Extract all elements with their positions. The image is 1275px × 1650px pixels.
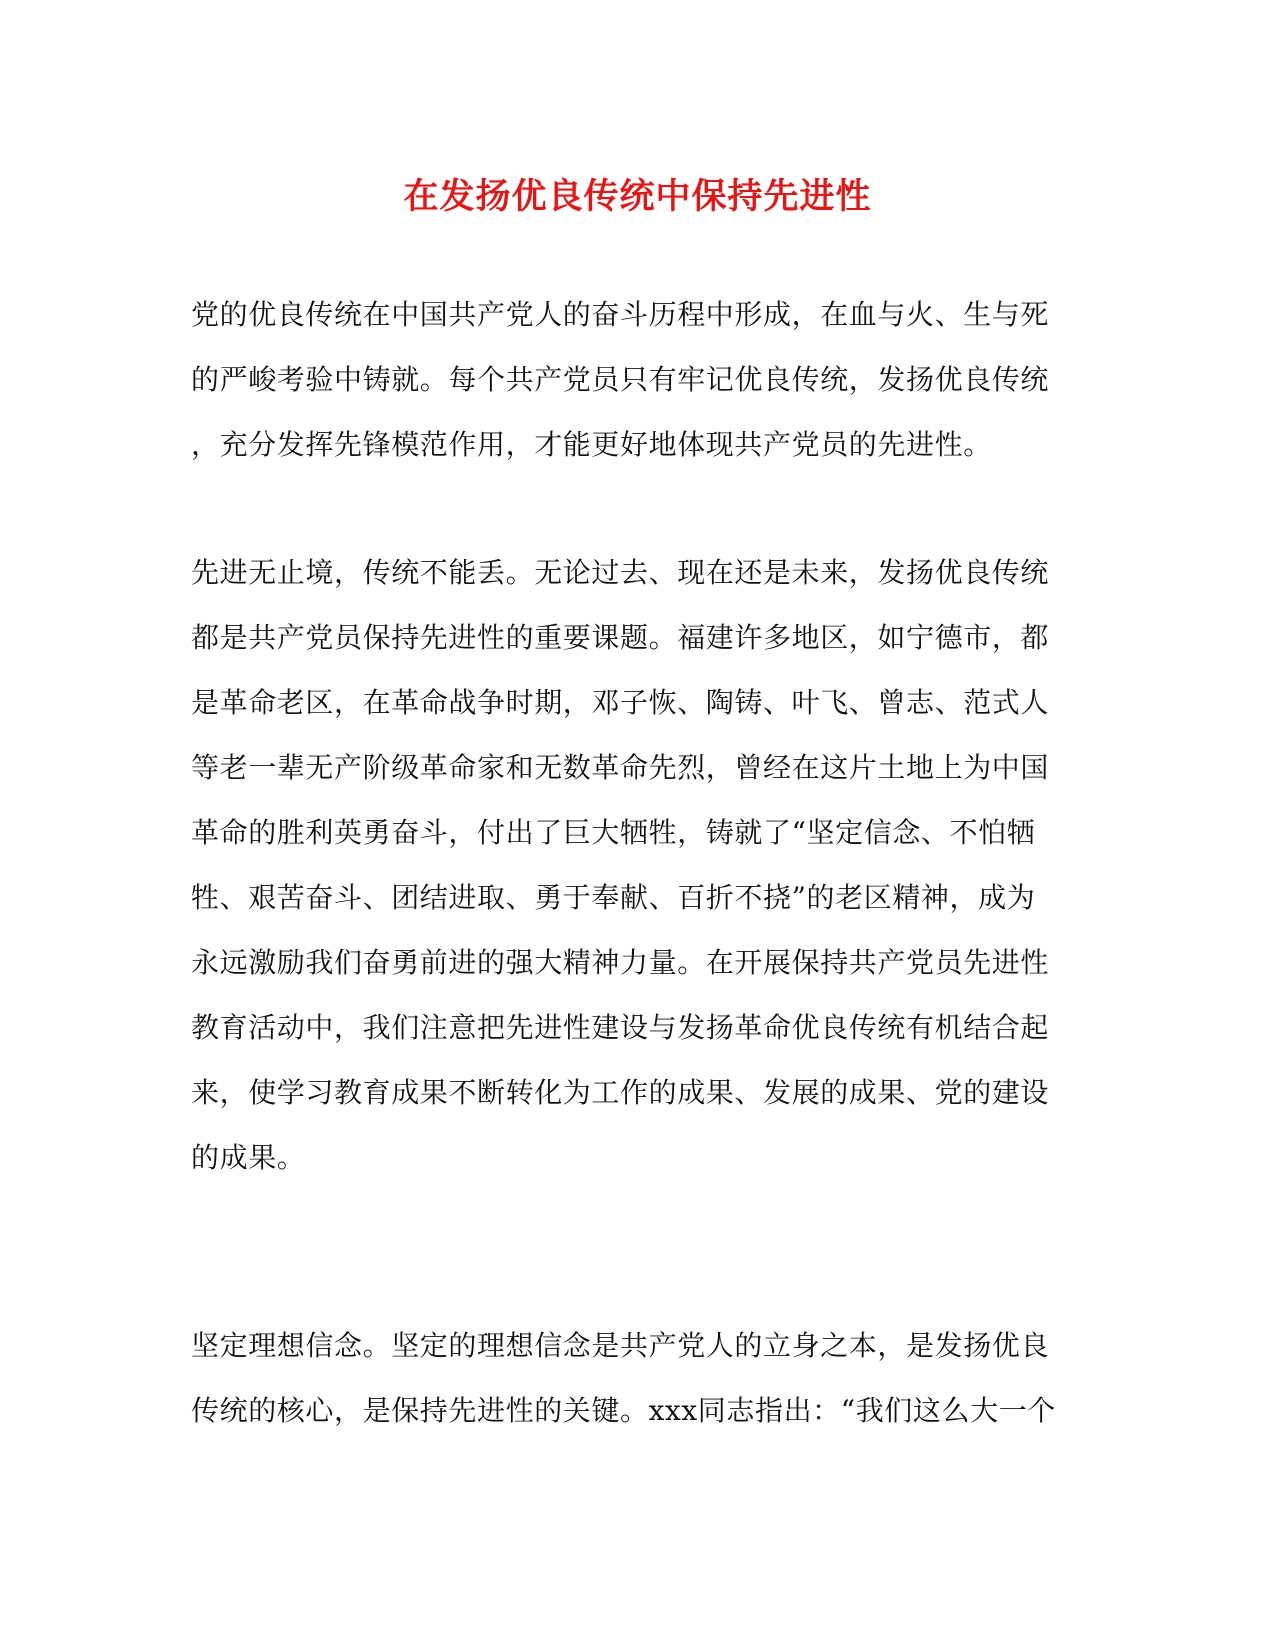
document-title: 在发扬优良传统中保持先进性 bbox=[403, 176, 872, 217]
paragraph-2 bbox=[191, 540, 1091, 1190]
paragraph-1 bbox=[191, 282, 1091, 477]
text-line: 教育活动中，我们注意把先进性建设与发扬革命优良传统有机结合起 bbox=[191, 1011, 1050, 1044]
text-line: 先进无止境，传统不能丢。无论过去、现在还是未来，发扬优良传统 bbox=[191, 556, 1050, 589]
text-line: 党的优良传统在中国共产党人的奋斗历程中形成，在血与火、生与死 bbox=[191, 298, 1050, 331]
paragraph-3 bbox=[191, 1313, 1091, 1443]
text-line: 牲、艰苦奋斗、团结进取、勇于奉献、百折不挠”的老区精神，成为 bbox=[191, 881, 1036, 914]
text-line: 永远激励我们奋勇前进的强大精神力量。在开展保持共产党员先进性 bbox=[191, 946, 1050, 979]
text-line: 的成果。 bbox=[191, 1141, 306, 1174]
text-line: 传统的核心，是保持先进性的关键。xxx同志指出：“我们这么大一个 bbox=[191, 1394, 1056, 1427]
text-line: 坚定理想信念。坚定的理想信念是共产党人的立身之本，是发扬优良 bbox=[191, 1329, 1050, 1362]
text-line: 都是共产党员保持先进性的重要课题。福建许多地区，如宁德市，都 bbox=[191, 621, 1050, 654]
text-line: 是革命老区，在革命战争时期，邓子恢、陶铸、叶飞、曾志、范式人 bbox=[191, 686, 1050, 719]
text-line: 等老一辈无产阶级革命家和无数革命先烈，曾经在这片土地上为中国 bbox=[191, 751, 1050, 784]
text-line: 革命的胜利英勇奋斗，付出了巨大牺牲，铸就了“坚定信念、不怕牺 bbox=[191, 816, 1036, 849]
text-line: 来，使学习教育成果不断转化为工作的成果、发展的成果、党的建设 bbox=[191, 1076, 1050, 1109]
text-line: ，充分发挥先锋模范作用，才能更好地体现共产党员的先进性。 bbox=[191, 428, 992, 461]
text-line: 的严峻考验中铸就。每个共产党员只有牢记优良传统，发扬优良传统 bbox=[191, 363, 1050, 396]
